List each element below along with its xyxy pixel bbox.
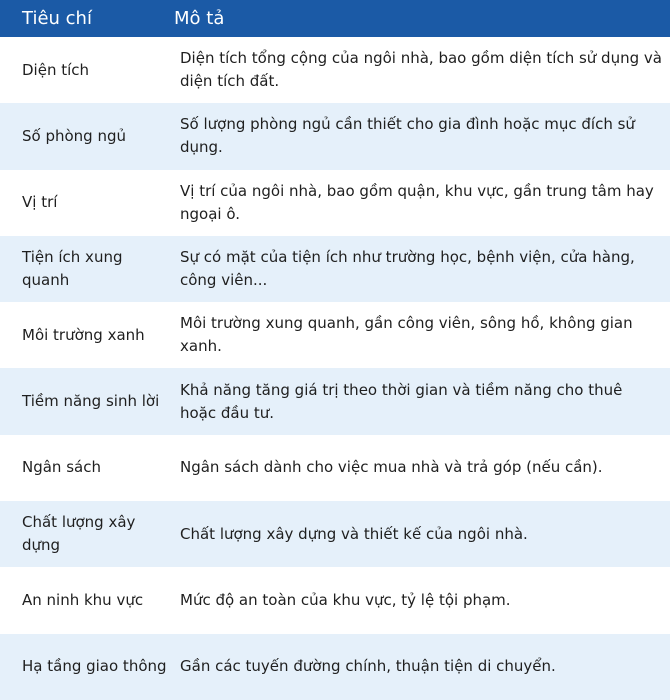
table-row <box>0 103 670 169</box>
row-criterion: Hạ tầng giao thông <box>22 657 167 676</box>
table-row <box>0 368 670 434</box>
table-row <box>0 302 670 368</box>
table-row <box>0 170 670 236</box>
row-description: Ngân sách dành cho việc mua nhà và trả góp (nếu cần). <box>180 458 603 477</box>
row-criterion: Chất lượng xây dựng <box>22 513 136 555</box>
row-description: Môi trường xung quanh, gần công viên, sông hồ, không gian xanh. <box>180 314 633 356</box>
row-criterion: Môi trường xanh <box>22 325 145 344</box>
row-criterion: Tiện ích xung quanh <box>22 248 123 290</box>
row-description: Vị trí của ngôi nhà, bao gồm quận, khu vực, gần trung tâm hay ngoại ô. <box>180 181 654 223</box>
row-criterion: Ngân sách <box>22 458 101 477</box>
row-criterion: Vị trí <box>22 193 58 212</box>
row-criterion: Số phòng ngủ <box>22 126 127 145</box>
row-criterion: Diện tích <box>22 60 90 79</box>
table-header <box>0 0 670 37</box>
table-row <box>0 567 670 633</box>
row-description: Diện tích tổng cộng của ngôi nhà, bao gồm diện tích sử dụng và diện tích đất. <box>180 49 662 91</box>
row-description: Số lượng phòng ngủ cần thiết cho gia đình hoặc mục đích sử dụng. <box>180 115 635 157</box>
row-description: Gần các tuyến đường chính, thuận tiện di chuyển. <box>180 657 556 676</box>
table-row <box>0 501 670 567</box>
table-row <box>0 634 670 700</box>
table-body <box>0 37 670 700</box>
table-row <box>0 435 670 501</box>
header-criterion: Tiêu chí <box>22 8 92 29</box>
table-row <box>0 236 670 302</box>
row-description: Sự có mặt của tiện ích như trường học, bệnh viện, cửa hàng, công viên... <box>180 248 635 290</box>
row-description: Chất lượng xây dựng và thiết kế của ngôi nhà. <box>180 524 528 543</box>
row-criterion: Tiềm năng sinh lời <box>22 392 160 411</box>
row-description: Khả năng tăng giá trị theo thời gian và tiềm năng cho thuê hoặc đầu tư. <box>180 380 623 422</box>
table-row <box>0 37 670 103</box>
row-description: Mức độ an toàn của khu vực, tỷ lệ tội phạm. <box>180 591 511 610</box>
header-description: Mô tả <box>174 8 225 29</box>
row-criterion: An ninh khu vực <box>22 591 144 610</box>
